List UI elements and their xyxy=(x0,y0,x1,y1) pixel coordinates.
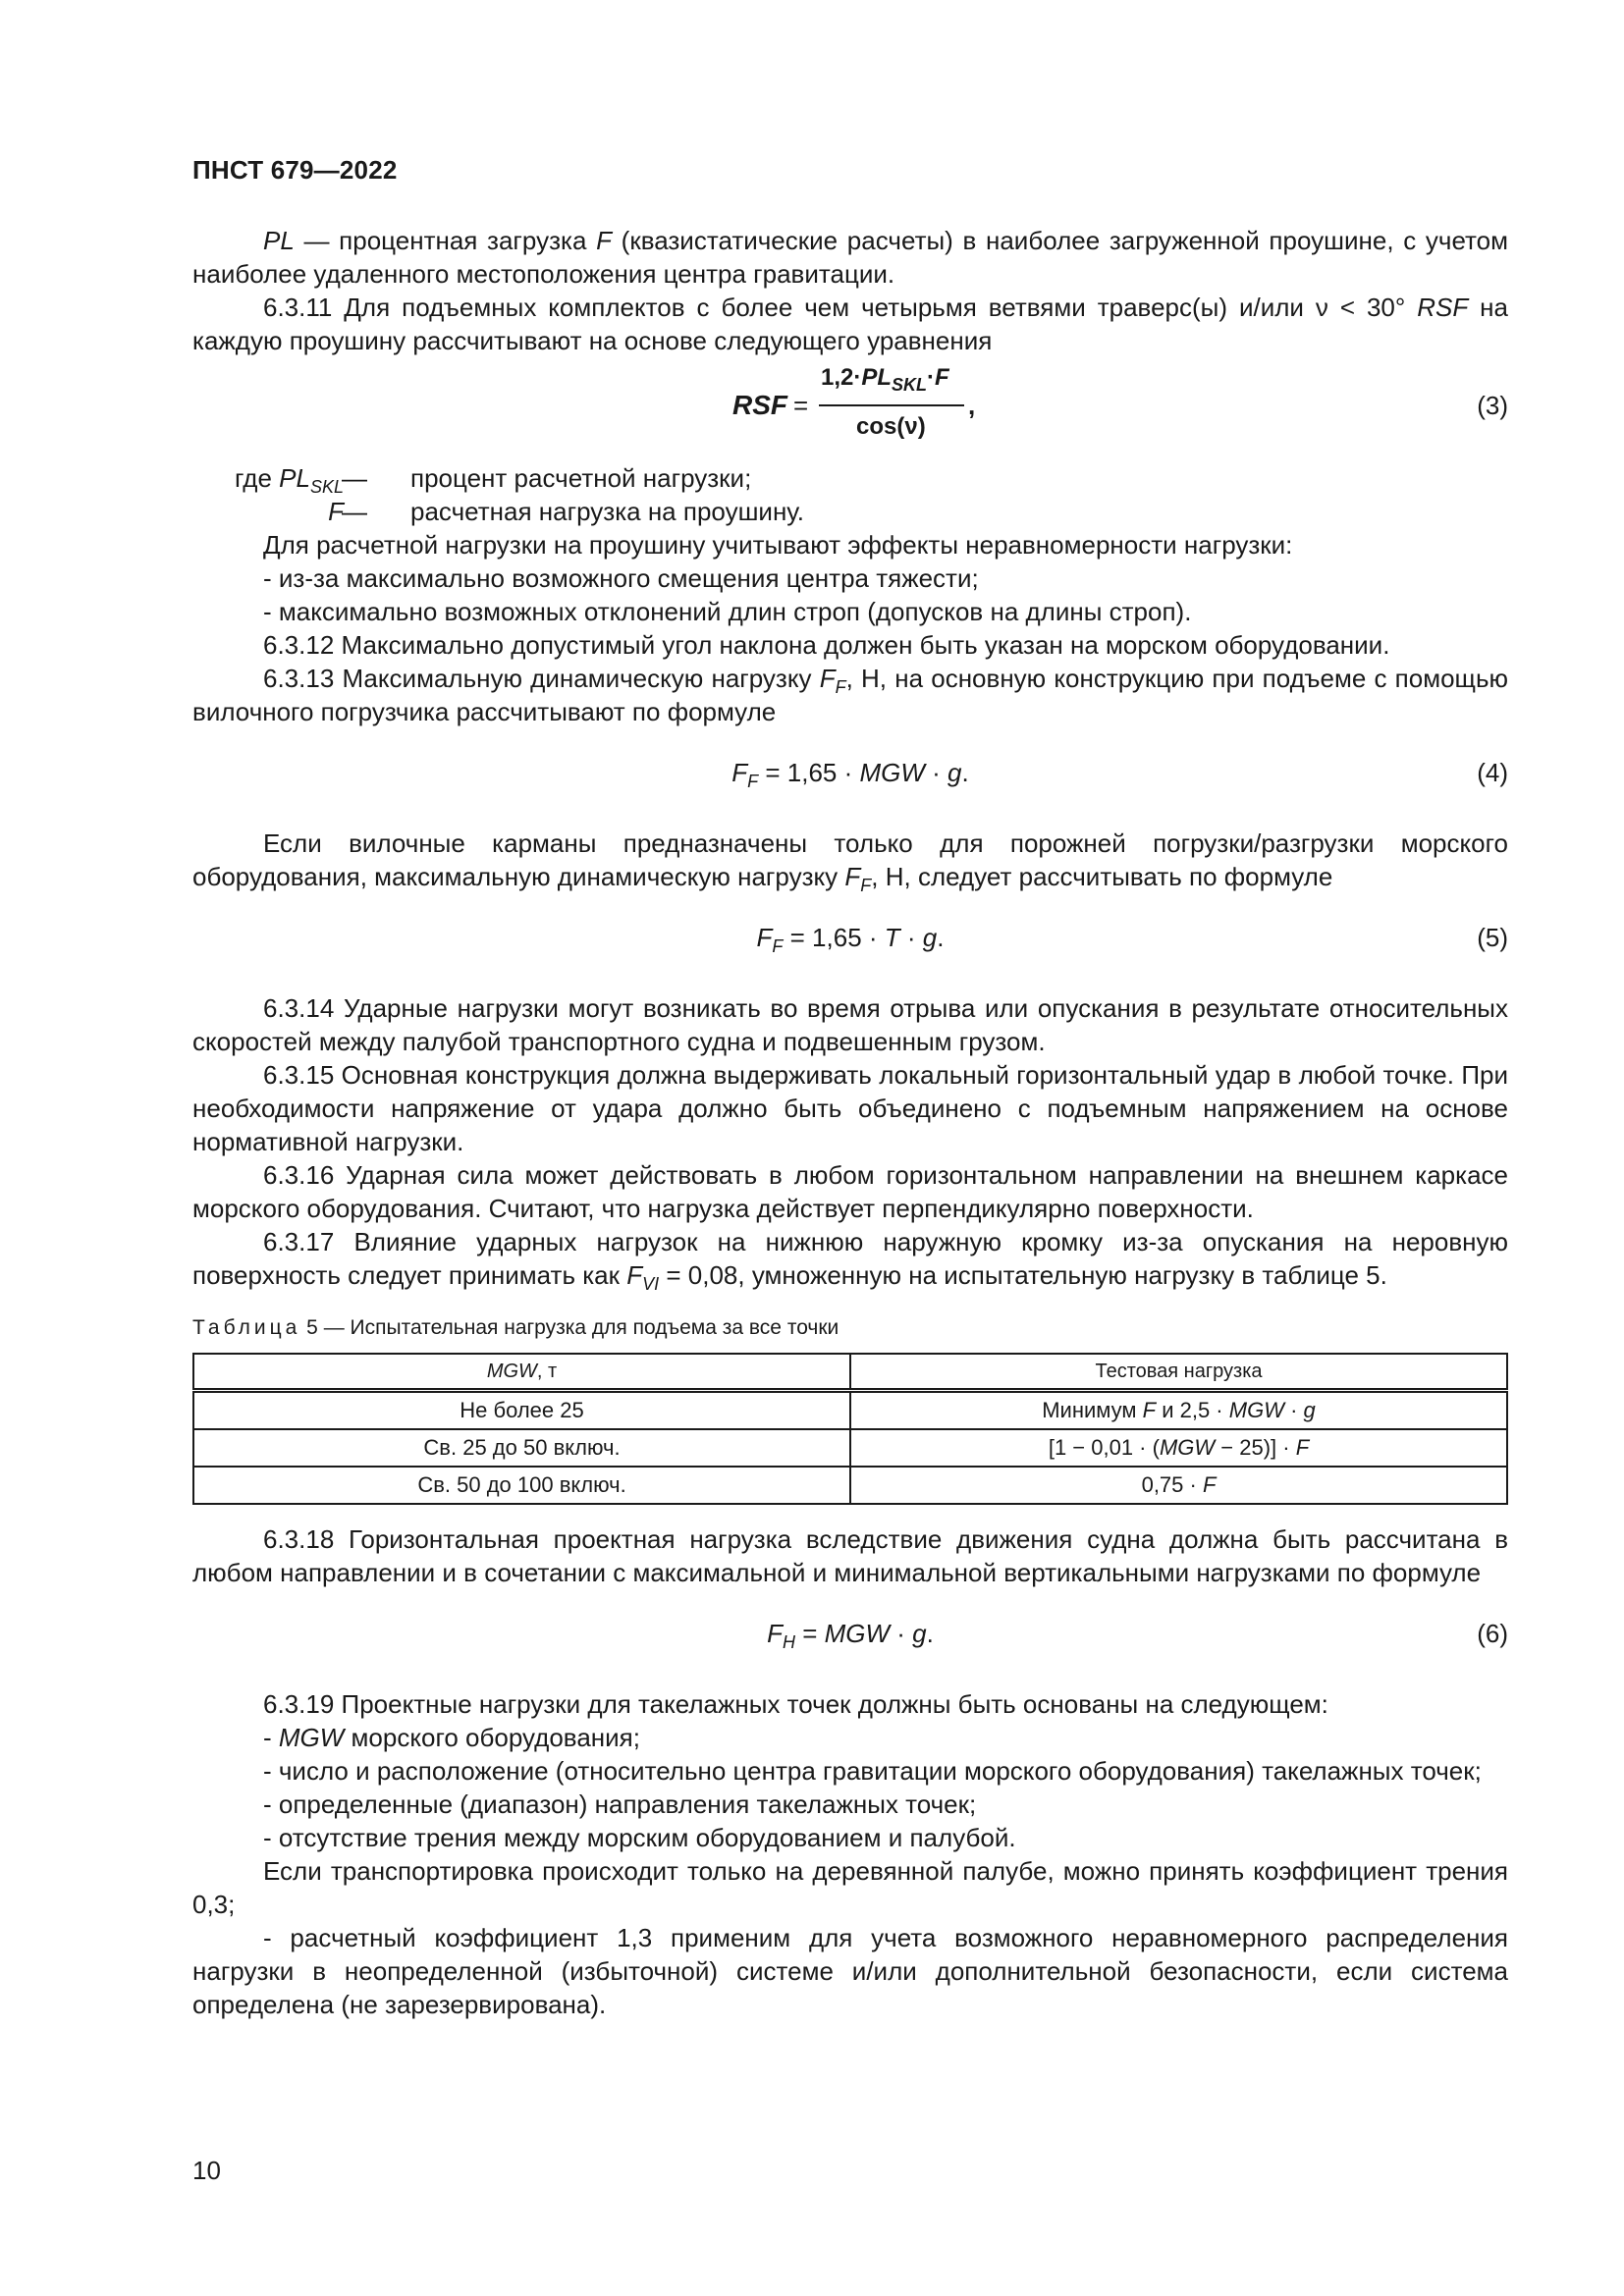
equation-5: $F_F = 1,65 \cdot T \cdot g$. (5) xyxy=(756,923,1508,956)
table-cell-mgw: Св. 25 до 50 включ. xyxy=(193,1429,850,1467)
table-row xyxy=(193,1429,1507,1467)
paragraph-forklift-empty: Если вилочные карманы предназначены только для порожней погрузки/разгрузки морского оборудования, максимальную динамическую нагрузку $F_F$, Н, следует рассчитывать по формуле xyxy=(192,828,1508,895)
paragraph-6-3-17: 6.3.17 Влияние ударных нагрузок на нижнюю наружную кромку из-за опускания на неровную поверхность следует принимать как $F_{VI} = 0,08$, умноженную на испытательную нагрузку в таблице 5. xyxy=(192,1227,1508,1294)
fraction-bar xyxy=(819,404,964,406)
paragraph-6-3-14: 6.3.14 Ударные нагрузки могут возникать во время отрыва или опускания в результате относительных скоростей между палубой транспортного судна и подвешенным грузом. xyxy=(192,993,1508,1056)
table-cell-mgw: Св. 50 до 100 включ. xyxy=(193,1467,850,1504)
paragraph-6-3-13: 6.3.13 Максимальную динамическую нагрузку $F_F$, Н, на основную конструкцию при подъеме с помощью вилочного погрузчика рассчитывают по формуле xyxy=(192,664,1508,726)
table-cell-load: 0,75 · F xyxy=(850,1467,1507,1504)
equation-6: $F_H$ = MGW · g. (6) xyxy=(767,1619,1508,1652)
equation-5-number: (5) xyxy=(1477,923,1508,952)
paragraph-6-3-19: 6.3.19 Проектные нагрузки для такелажных точек должны быть основаны на следующем: xyxy=(263,1689,1328,1719)
equation-3 xyxy=(192,361,1508,455)
table-header-row xyxy=(193,1354,1507,1391)
equation-4-number: (4) xyxy=(1477,758,1508,787)
paragraph-6-3-18: 6.3.18 Горизонтальная проектная нагрузка вследствие движения судна должна быть рассчитана в любом направлении и в сочетании с максимальной и минимальной вертикальными нагрузками по формуле xyxy=(192,1524,1508,1587)
list-item-directions: - определенные (диапазон) направления такелажных точек; xyxy=(263,1789,977,1819)
table-cell-load: [1 − 0,01 · (MGW − 25)] · F xyxy=(850,1429,1507,1467)
equation-3-number: (3) xyxy=(1477,391,1508,420)
where-item-f: F — расчетная нагрузка на проушину. xyxy=(328,497,804,526)
paragraph-wooden-deck: Если транспортировка происходит только на деревянной палубе, можно принять коэффициент трения 0,3; xyxy=(192,1856,1508,1919)
list-item-center-shift: - из-за максимально возможного смещения центра тяжести; xyxy=(263,563,979,593)
document-body xyxy=(192,224,1508,2021)
equation-3-formula: RSF = $1,2\cdot PL_{SKL}\cdot F$ cos(ν) , xyxy=(732,364,976,440)
list-item-sling-length: - максимально возможных отклонений длин строп (допусков на длины строп). xyxy=(263,597,1192,626)
table-row xyxy=(193,1467,1507,1504)
test-load-table xyxy=(192,1353,1508,1505)
paragraph-6-3-15: 6.3.15 Основная конструкция должна выдерживать локальный горизонтальный удар в любой точке. При необходимости напряжение от удара должно быть объединено с подъемным напряжением на основе нормативной нагрузки. xyxy=(192,1060,1508,1156)
document-id-header: ПНСТ 679—2022 xyxy=(192,155,398,185)
list-item-design-factor: - расчетный коэффициент 1,3 применим для учета возможного неравномерного распределения нагрузки в неопределенной (избыточной) системе и/или дополнительной безопасности, если система определена (не зарезервирована). xyxy=(192,1923,1508,2019)
table-cell-mgw: Не более 25 xyxy=(193,1391,850,1430)
column-header-mgw: MGW, т xyxy=(193,1354,850,1391)
paragraph-6-3-16: 6.3.16 Ударная сила может действовать в любом горизонтальном направлении на внешнем каркасе морского оборудования. Считают, что нагрузка действует перпендикулярно поверхности. xyxy=(192,1160,1508,1223)
page-number: 10 xyxy=(192,2156,221,2185)
list-item-no-friction: - отсутствие трения между морским оборудованием и палубой. xyxy=(263,1823,1016,1852)
paragraph-pl-definition: PL — процентная загрузка F (квазистатические расчеты) в наиболее загруженной проушине, с учетом наиболее удаленного местоположения центра гравитации. xyxy=(192,226,1508,289)
equation-6-number: (6) xyxy=(1477,1619,1508,1648)
paragraph-load-effects: Для расчетной нагрузки на проушину учитывают эффекты неравномерности нагрузки: xyxy=(263,530,1293,560)
list-item-rigging-points: - число и расположение (относительно центра гравитации морского оборудования) такелажных точек; xyxy=(263,1756,1482,1786)
equation-4: $F_F = 1,65$ · MGW · g. (4) xyxy=(731,758,1508,791)
table-caption: Таблица 5 — Испытательная нагрузка для подъема за все точки xyxy=(192,1316,839,1339)
paragraph-6-3-11: 6.3.11 Для подъемных комплектов с более чем четырьмя ветвями траверс(ы) и/или ν < 30° RSF на каждую проушину рассчитывают на основе следующего уравнения xyxy=(192,293,1508,355)
where-item-plskl: где $PL_{SKL}$ — процент расчетной нагрузки; xyxy=(234,463,752,497)
table-row xyxy=(193,1391,1507,1430)
table-cell-load: Минимум F и 2,5 · MGW · g xyxy=(850,1391,1507,1430)
list-item-mgw: - MGW морского оборудования; xyxy=(263,1723,640,1752)
column-header-test-load: Тестовая нагрузка xyxy=(850,1354,1507,1391)
paragraph-6-3-12: 6.3.12 Максимально допустимый угол наклона должен быть указан на морском оборудовании. xyxy=(263,630,1390,660)
